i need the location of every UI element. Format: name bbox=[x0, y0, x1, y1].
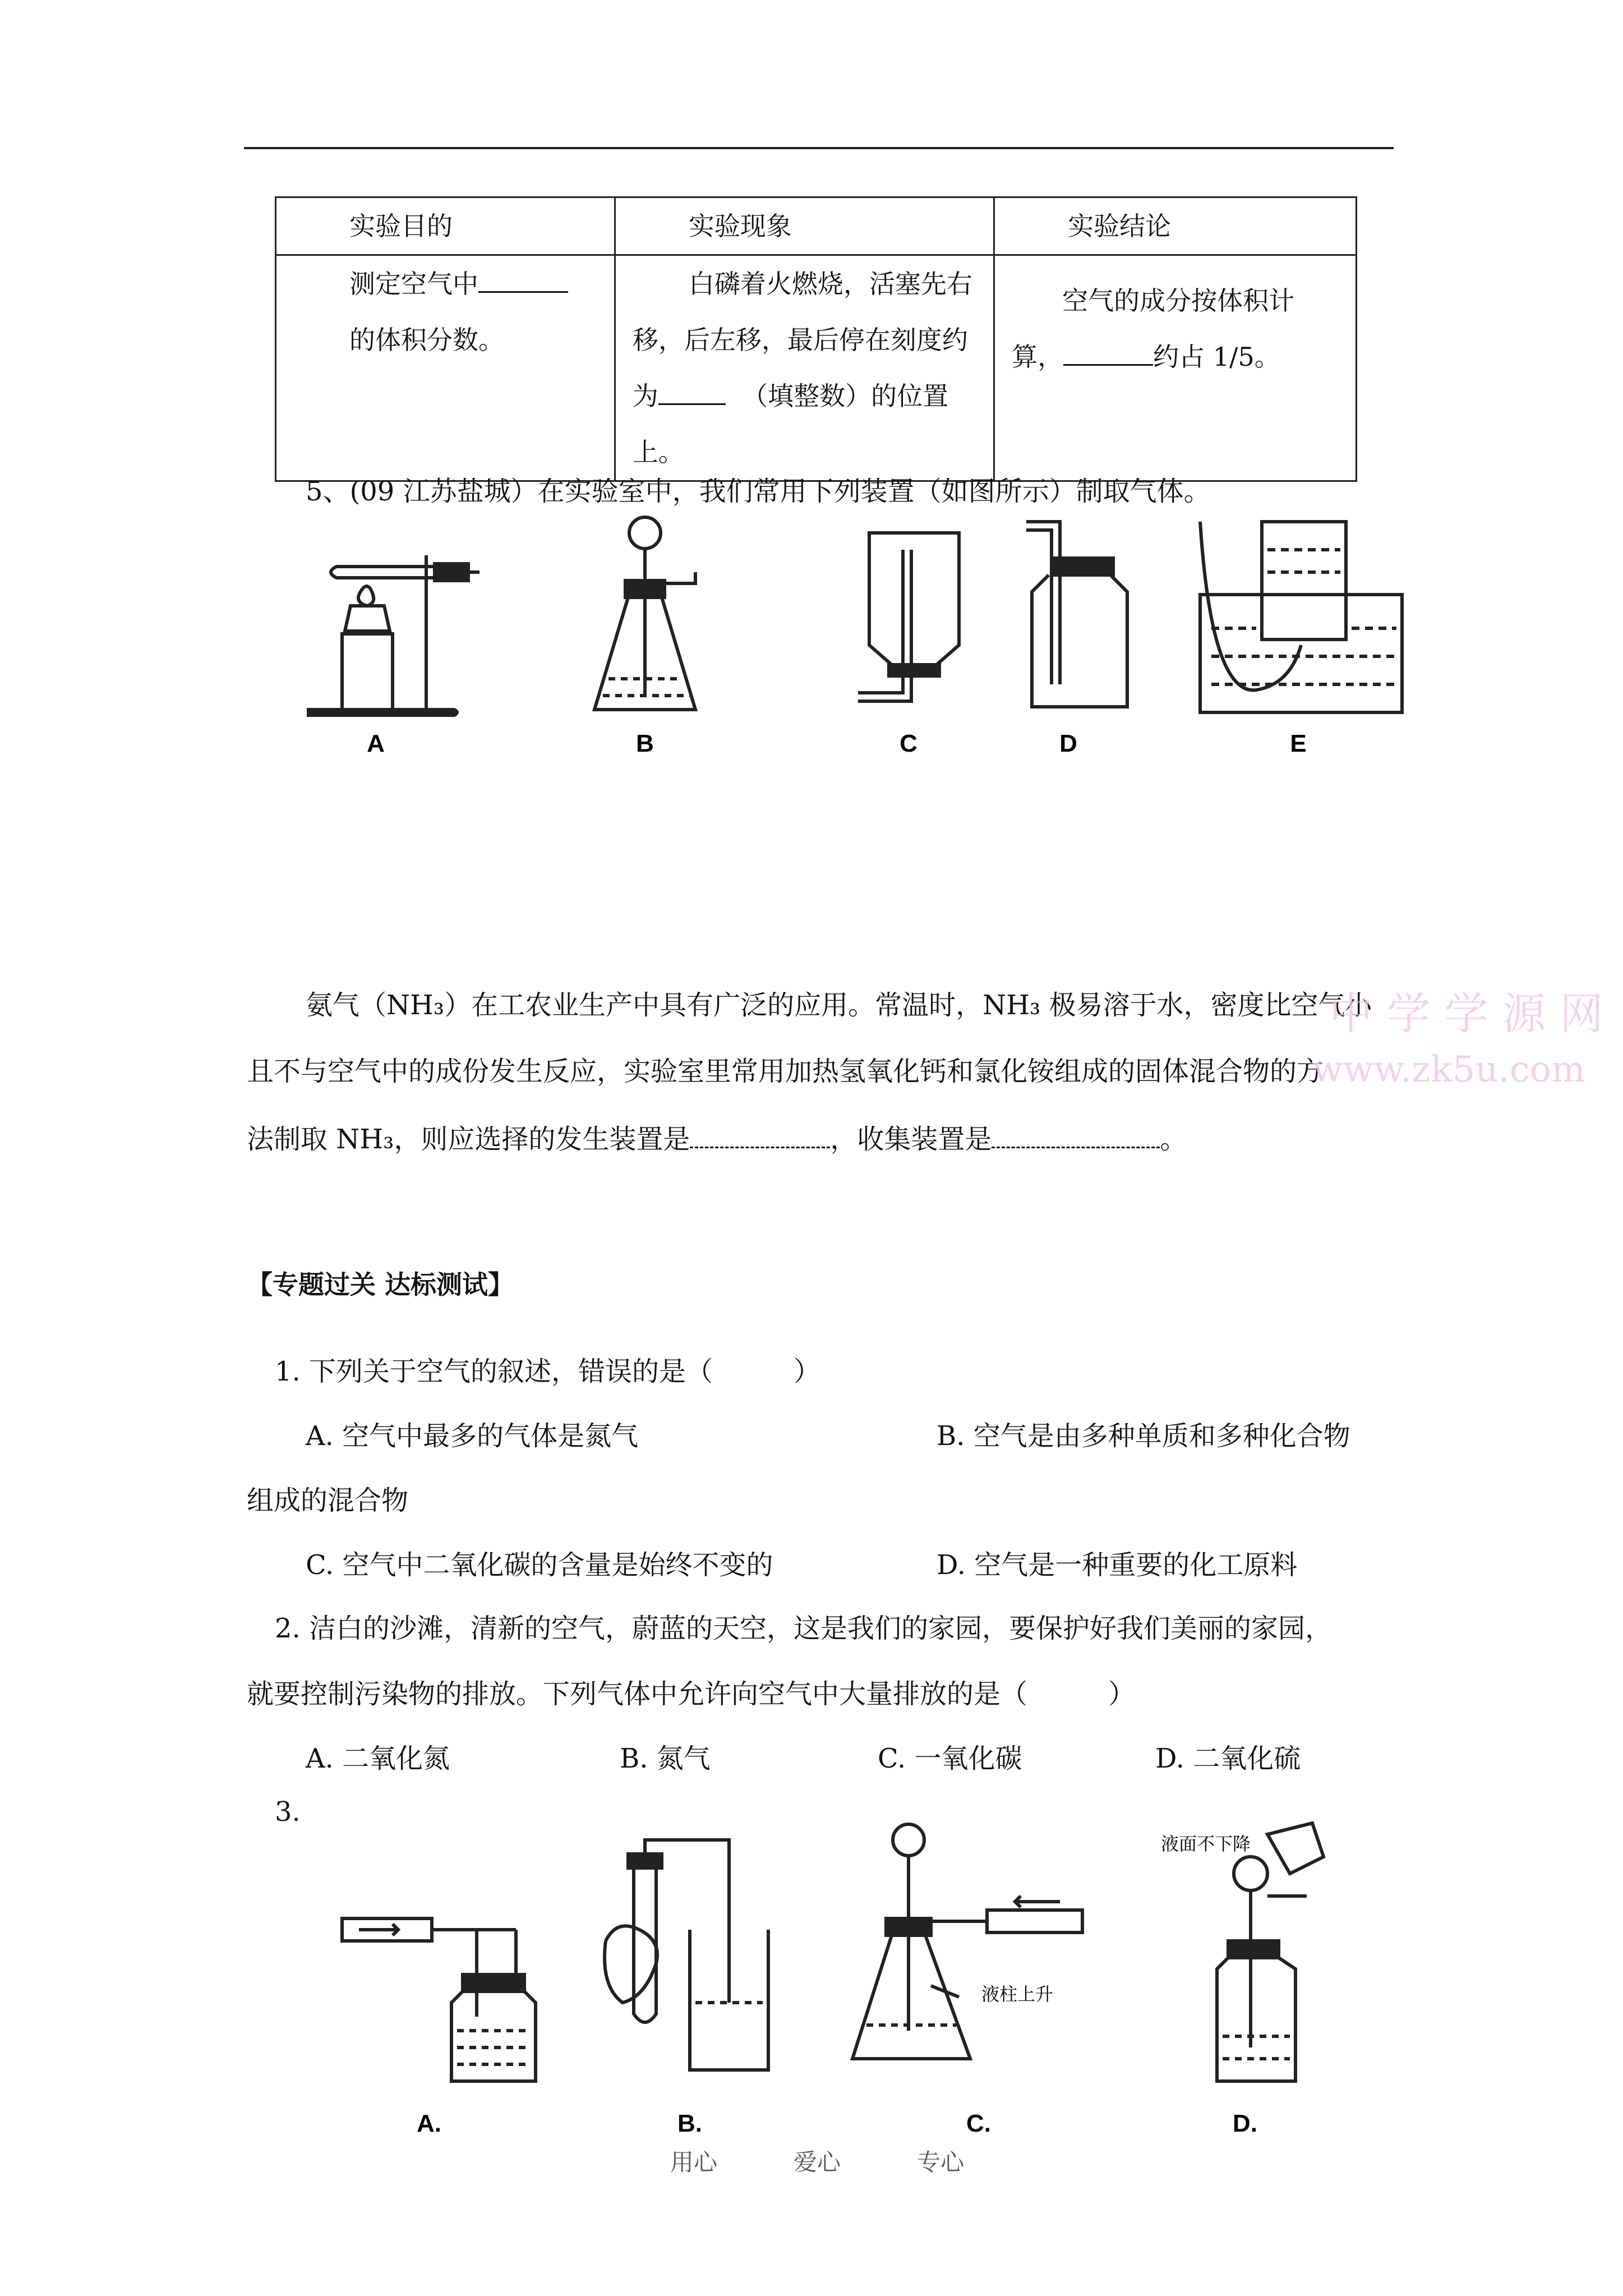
nh3-line-3b: ，收集装置是 bbox=[830, 1124, 992, 1155]
q2-option-a: A. 二氧化氮 bbox=[306, 1743, 450, 1774]
conclusion-text-1: 空气的成分按体积计 bbox=[1062, 286, 1295, 316]
conclusion-text-2b: 约占 1/5。 bbox=[1153, 342, 1280, 372]
q1-option-a: A. 空气中最多的气体是氮气 bbox=[306, 1420, 639, 1452]
phenomenon-text-3b: （填整数）的位置上。 bbox=[632, 381, 949, 467]
header-phenomenon: 实验现象 bbox=[615, 197, 994, 255]
cell-phenomenon bbox=[615, 255, 994, 481]
watermark-line-2: www.zk5u.com bbox=[1312, 1049, 1585, 1091]
q3-c-syringe bbox=[987, 1910, 1082, 1932]
table-header-row bbox=[276, 197, 1357, 255]
table-row bbox=[276, 255, 1357, 481]
apparatus-label-e: E bbox=[1290, 730, 1307, 757]
q3-c-flask bbox=[852, 1935, 970, 2059]
q3-number: 3. bbox=[275, 1796, 301, 1828]
q1-option-d: D. 空气是一种重要的化工原料 bbox=[937, 1549, 1298, 1581]
phenomenon-text-3a: 为 bbox=[632, 381, 658, 411]
cell-purpose bbox=[276, 255, 615, 481]
footer-mid: 爱心 bbox=[794, 2148, 841, 2176]
q3-c-note: 液柱上升 bbox=[981, 1984, 1054, 2005]
q3-label-a: A. bbox=[417, 2110, 441, 2137]
footer-right: 专心 bbox=[917, 2148, 965, 2176]
q3-d-bottle bbox=[1217, 1958, 1295, 2081]
nh3-collector-blank bbox=[992, 1121, 1160, 1148]
q2-option-c: C. 一氧化碳 bbox=[878, 1743, 1022, 1774]
section-title: 【专题过关 达标测试】 bbox=[247, 1269, 514, 1300]
nh3-generator-blank bbox=[690, 1121, 830, 1148]
q3-label-b: B. bbox=[677, 2110, 702, 2137]
q3-label-c: C. bbox=[966, 2110, 991, 2137]
phenomenon-blank bbox=[658, 378, 726, 405]
apparatus-svg bbox=[292, 516, 1542, 757]
q3-d-note: 液面不下降 bbox=[1161, 1833, 1251, 1855]
header-rule bbox=[244, 147, 1394, 149]
apparatus-e-delivery-tube bbox=[1200, 522, 1301, 690]
apparatus-a-flame bbox=[358, 586, 374, 606]
purpose-text-2: 的体积分数。 bbox=[349, 325, 504, 355]
apparatus-d-tube bbox=[1026, 530, 1052, 684]
apparatus-label-d: D bbox=[1059, 730, 1077, 757]
q2-option-b: B. 氮气 bbox=[620, 1743, 711, 1774]
cell-conclusion bbox=[994, 255, 1357, 481]
apparatus-b-funnel bbox=[629, 517, 661, 549]
apparatus-e-trough bbox=[1200, 595, 1402, 712]
nh3-line-3c: 。 bbox=[1160, 1124, 1187, 1155]
q3-c-funnel bbox=[893, 1824, 924, 1856]
nh3-line-3 bbox=[247, 1121, 1187, 1156]
header-conclusion: 实验结论 bbox=[994, 197, 1357, 255]
apparatus-a-lamp-stand bbox=[342, 634, 393, 710]
apparatus-a-clamp bbox=[435, 564, 468, 581]
nh3-line-3a: 法制取 NH₃，则应选择的发生装置是 bbox=[247, 1124, 690, 1155]
watermark-line-1: 中 学 学 源 网 bbox=[1329, 989, 1604, 1039]
experiment-table bbox=[275, 196, 1357, 482]
conclusion-blank bbox=[1063, 338, 1153, 366]
airtightness-svg bbox=[331, 1833, 1352, 2137]
conclusion-text-2a: 算， bbox=[1012, 342, 1064, 372]
q2-stem-2: 就要控制污染物的排放。下列气体中允许向空气中大量排放的是（ ） bbox=[247, 1678, 1136, 1710]
q1-option-b: B. 空气是由多种单质和多种化合物 bbox=[937, 1420, 1350, 1452]
apparatus-label-a: A bbox=[367, 730, 385, 757]
footer-left: 用心 bbox=[670, 2148, 718, 2176]
nh3-line-1: 氨气（NH₃）在工农业生产中具有广泛的应用。常温时，NH₃ 极易溶于水，密度比空气小 bbox=[306, 990, 1372, 1021]
q1-stem: 1. 下列关于空气的叙述，错误的是（ ） bbox=[275, 1356, 821, 1387]
phenomenon-text-2: 移，后左移，最后停在刻度约 bbox=[632, 325, 968, 355]
q3-label-d: D. bbox=[1233, 2110, 1257, 2137]
phenomenon-text-1: 白磷着火燃烧，活塞先右 bbox=[688, 269, 972, 299]
nh3-line-2: 且不与空气中的成份发生反应，实验室里常用加热氢氧化钙和氯化铵组成的固体混合物的方 bbox=[247, 1056, 1324, 1087]
q3-a-stopper bbox=[463, 1975, 524, 1991]
apparatus-a-burner bbox=[345, 606, 390, 631]
q3-d-funnel bbox=[1234, 1857, 1267, 1890]
apparatus-label-c: C bbox=[900, 730, 917, 757]
q2-stem-1: 2. 洁白的沙滩，清新的空气，蔚蓝的天空，这是我们的家园，要保护好我们美丽的家园， bbox=[275, 1613, 1332, 1644]
q1-option-b-cont: 组成的混合物 bbox=[247, 1485, 409, 1516]
apparatus-figure bbox=[292, 516, 1542, 757]
q5-stem: 5、(09 江苏盐城）在实验室中，我们常用下列装置（如图所示）制取气体。 bbox=[306, 476, 1211, 507]
q2-option-d: D. 二氧化硫 bbox=[1155, 1743, 1301, 1774]
airtightness-figure bbox=[331, 1833, 1352, 2137]
apparatus-c-bottle bbox=[869, 533, 959, 665]
q1-option-c: C. 空气中二氧化碳的含量是始终不变的 bbox=[306, 1549, 773, 1581]
apparatus-b-outlet bbox=[651, 572, 695, 583]
q3-a-bottle bbox=[451, 1991, 536, 2081]
purpose-text-1: 测定空气中 bbox=[349, 269, 478, 299]
apparatus-label-b: B bbox=[636, 730, 654, 757]
q3-b-hand bbox=[605, 1926, 657, 2003]
apparatus-d-bottle bbox=[1032, 575, 1127, 707]
apparatus-e-bottle bbox=[1262, 522, 1346, 639]
q3-d-pouring-beaker bbox=[1267, 1823, 1324, 1874]
header-purpose: 实验目的 bbox=[276, 197, 615, 255]
purpose-blank bbox=[478, 265, 568, 293]
